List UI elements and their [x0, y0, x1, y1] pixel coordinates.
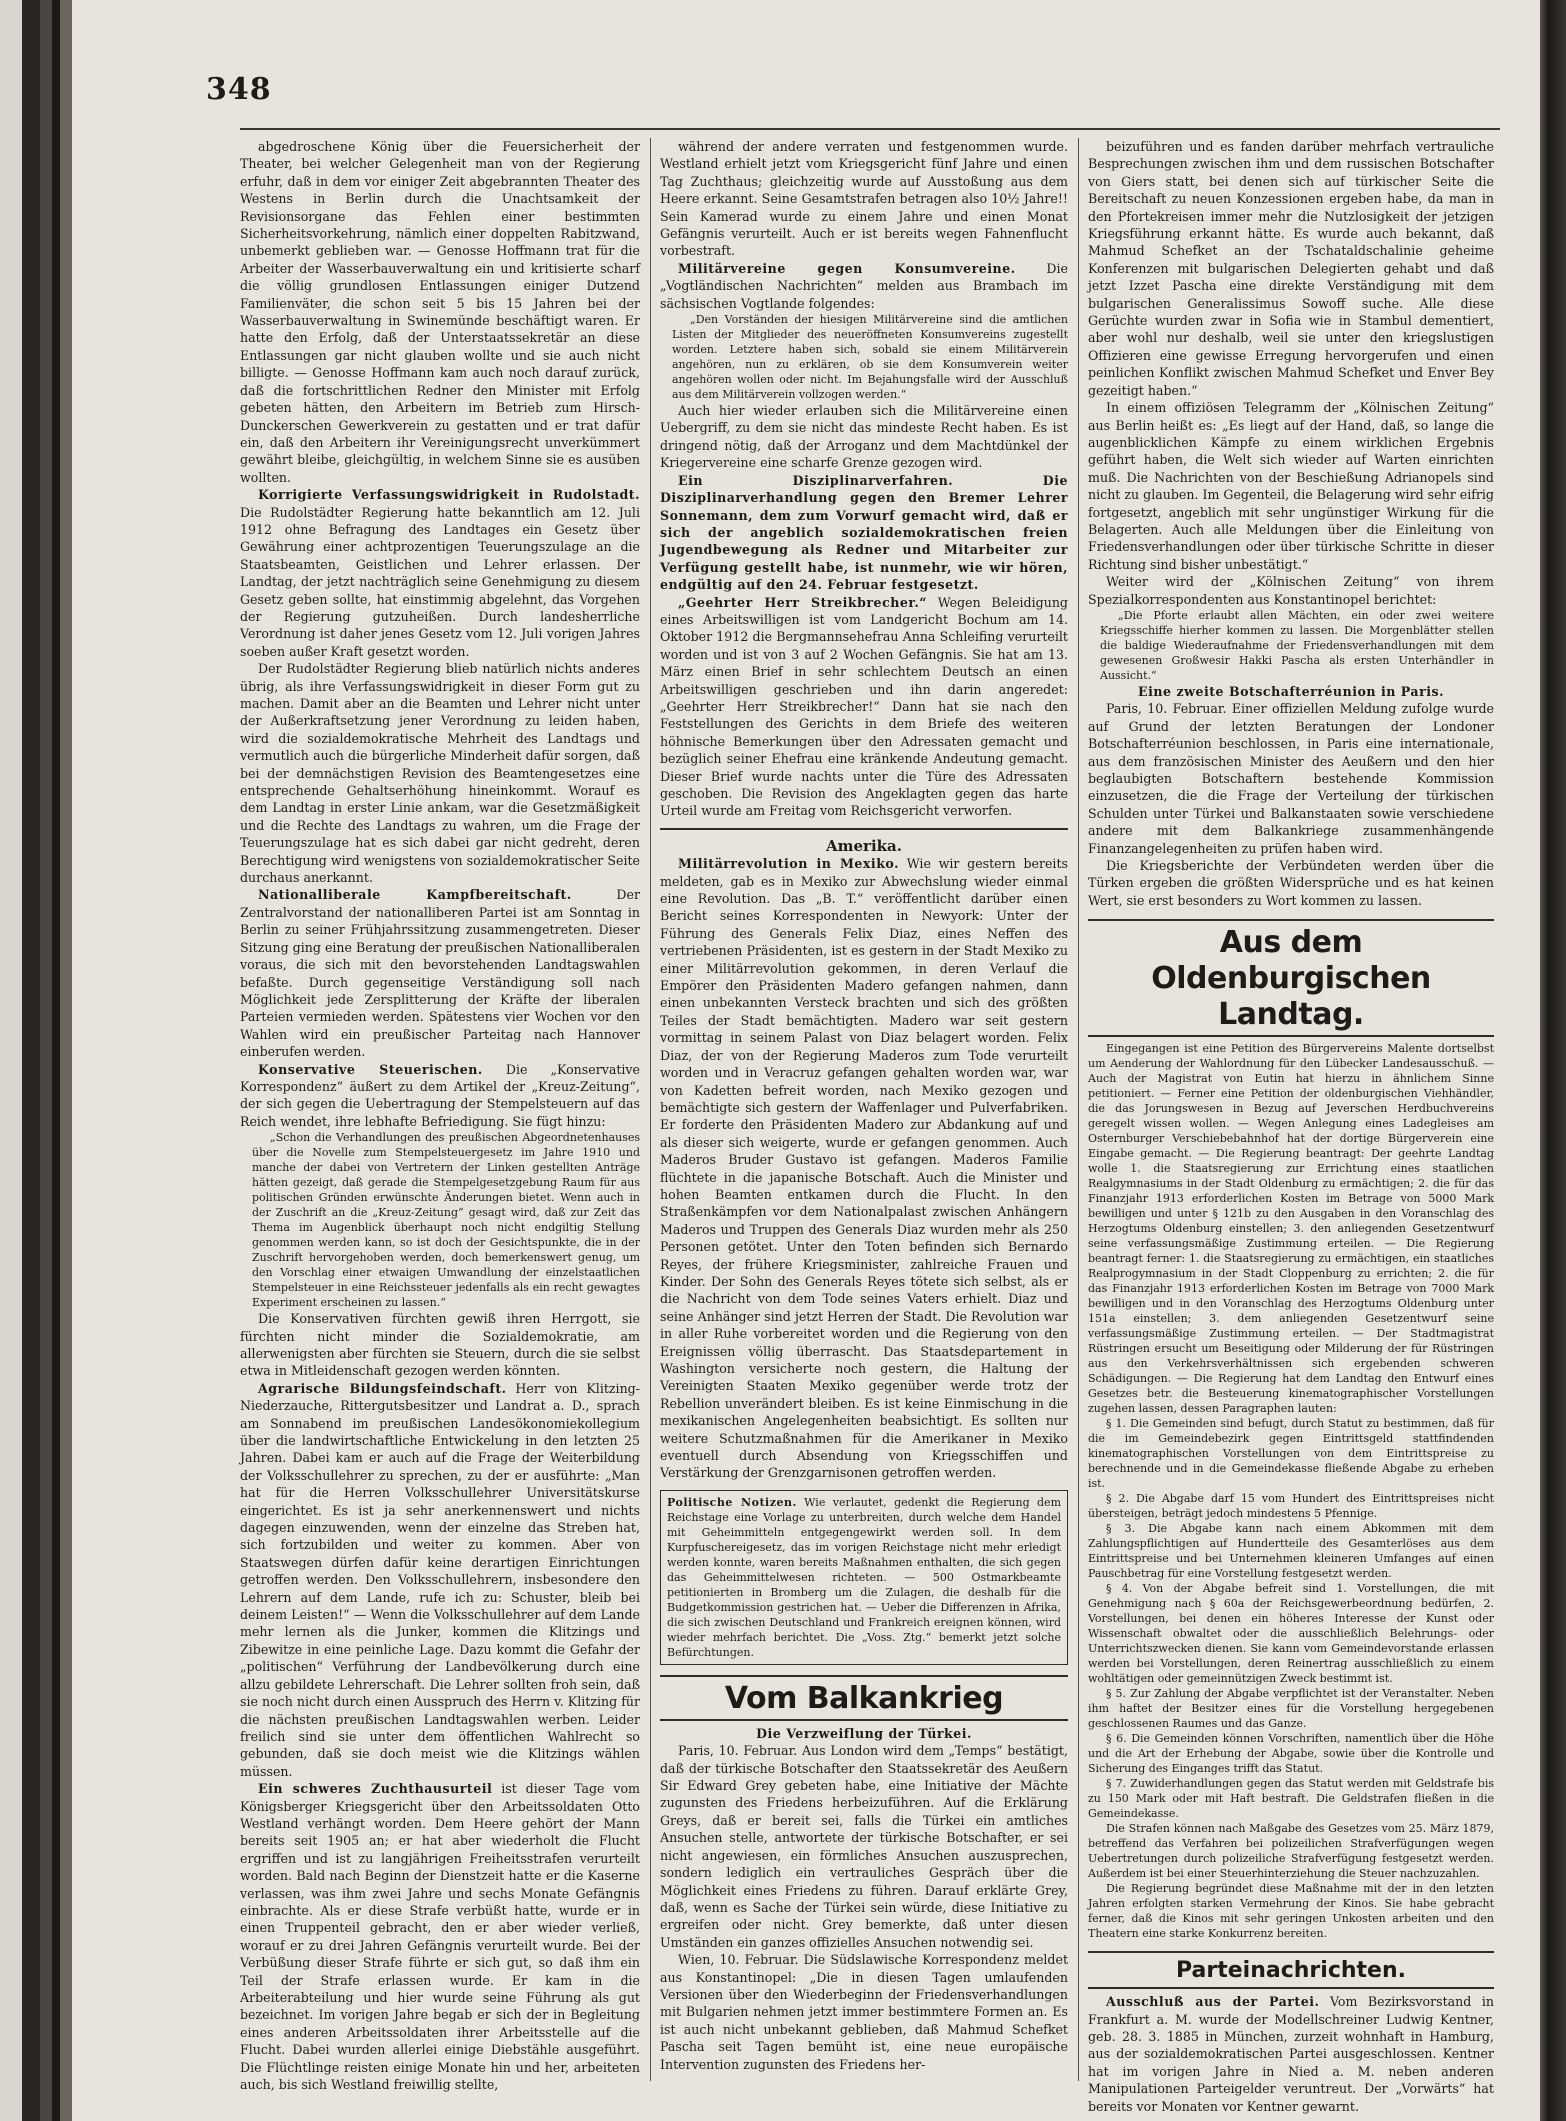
- quotation: [1100, 608, 1494, 683]
- article-paragraph: [1088, 138, 1494, 399]
- article-paragraph: [240, 486, 640, 660]
- article-text: abgedroschene König über die Feuersicherheit der Theater, bei welcher Gelegenheit man von der Regierung erfuhr, daß in dem vor einiger Zeit abgebrannten Theater des Westens in Berlin durch die Unachtsamkeit der Revisionsorgane das Fehlen einer bestimmten Sicherheitsvorkehrung, nämlich einer doppelten Rabitzwand, unbemerkt geblieben war. — Genosse Hoffmann trat für die Arbeiter der Wasserbauverwaltung ein und kritisierte scharf die völlig grundlosen Entlassungen einiger Dutzend Familienväter, die schon seit 5 bis 15 Jahren bei der Wasserbauverwaltung in Swinemünde beschäftigt waren. Er hatte den Erfolg, daß der Unterstaatssekretär an diese Entlassungen gar nicht glauben wollte und sie auch nicht billigte. — Genosse Hoffmann kam auch noch darauf zurück, daß die fortschrittlichen Redner den Minister mit Erfolg gebeten hätten, den Arbeitern im Betrieb zum Hirsch-Dunckerschen Gewerkverein zu gestatten und er trat dafür ein, daß den Arbeitern ihr Vereinigungsrecht unverkümmert gewährt bleibe, gleichgültig, in welchem Sinne sie es ausüben wollten.: [240, 139, 640, 485]
- article-paragraph: [1088, 399, 1494, 573]
- article-paragraph: [1088, 1521, 1494, 1581]
- article-text: Der Rudolstädter Regierung blieb natürlich nichts anderes übrig, als ihre Verfassungswidrigkeit in dieser Form gut zu machen. Damit aber an die Beamten und Lehrer nicht unter der Außerkraftsetzung jener Verordnung zu leiden haben, wird die sozialdemokratische Mehrheit des Landtags und vermutlich auch die bürgerliche Minderheit dafür sorgen, daß bei der demnächstigen Revision des Beamtengesetzes eine entsprechende Gehaltserhöhung hineinkommt. Worauf es dem Landtag in erster Linie ankam, war die Gesetzmäßigkeit und die Rechte des Landtags zu wahren, um die Frage der Teuerungszulage hat es sich dabei gar nicht gedreht, deren Berechtigung wird wenigstens von sozialdemokratischer Seite durchaus anerkannt.: [240, 661, 640, 886]
- column-divider: [650, 138, 651, 2081]
- article-paragraph: [1088, 1776, 1494, 1821]
- article-paragraph: [240, 1780, 640, 2093]
- article-paragraph: [240, 1380, 640, 1780]
- article-paragraph: [1088, 1731, 1494, 1776]
- section-title: Aus dem Oldenburgischen Landtag.: [1151, 925, 1431, 1033]
- section-heading: [1088, 1951, 1494, 1989]
- section-heading: [1088, 919, 1494, 1037]
- article-paragraph: [1088, 1821, 1494, 1881]
- notes-body: Wie verlautet, gedenkt die Regierung dem Reichstage eine Vorlage zu unterbreiten, durch welche dem Handel mit Geheimmitteln entgegengewirkt werden soll. In dem Kurpfuschereigesetz, das im vorigen Reichstage nicht mehr erledigt werden konnte, waren bereits Maßnahmen enthalten, die sich gegen das Geheimmittelwesen richteten. — 500 Ostmarkbeamte petitionierten in Bromberg um die Zulagen, die deshalb für die Budgetkommission gestrichen hat. — Ueber die Differenzen in Afrika, die sich zwischen Deutschland und Frankreich ereignen können, wird wieder mehrfach berichtet. Die „Voss. Ztg.“ bemerkt jetzt solche Befürchtungen.: [667, 1495, 1061, 1659]
- article-paragraph: [660, 594, 1068, 820]
- article-paragraph: [1088, 1416, 1494, 1491]
- article-text: § 7. Zuwiderhandlungen gegen das Statut werden mit Geldstrafe bis zu 150 Mark oder mit Haft bestraft. Die Geldstrafen fließen in die Gemeindekasse.: [1088, 1777, 1494, 1821]
- article-paragraph: [240, 1310, 640, 1380]
- article-text: „Schon die Verhandlungen des preußischen Abgeordnetenhauses über die Novelle zum Stempelsteuergesetz im Jahre 1910 und manche der dabei von Vertretern der Linken gestellten Anträge hätten gezeigt, daß gerade die Stempelgesetzgebung Raum für aus politischen Gründen erwünschte Änderungen bietet. Wenn auch in der Zuschrift an die „Kreuz-Zeitung“ gesagt wird, daß zur Zeit das Thema im Augenblick überhaupt noch nicht endgiltig Stellung genommen werden kann, so ist doch der Gesichtspunkte, die in der Zuschrift hervorgehoben werden, doch bemerkenswert genug, um den Vorschlag einer etwaigen Umwandlung der einzelstaatlichen Stempelsteuer in eine Reichssteuer jedenfalls als ein recht gewagtes Experiment erscheinen zu lassen.“: [252, 1131, 640, 1310]
- article-heading: Konservative Steuerischen.: [258, 1061, 483, 1077]
- article-heading: Agrarische Bildungsfeindschaft.: [258, 1380, 507, 1396]
- article-text: Auch hier wieder erlauben sich die Militärvereine einen Uebergriff, zu dem sie nicht das mindeste Recht haben. Es ist dringend nötig, daß der Arroganz und dem Machtdünkel der Kriegervereine eine scharfe Grenze gezogen wird.: [660, 403, 1068, 471]
- article-text: Vom Bezirksvorstand in Frankfurt a. M. wurde der Modellschreiner Ludwig Kentner, geb. 28. 3. 1885 in München, zurzeit wohnhaft in Hamburg, aus der sozialdemokratischen Partei ausgeschlossen. Kentner hat im vorigen Jahre in Nied a. M. neben anderen Manipulationen Parteigelder veruntreut. Der „Vorwärts“ hat bereits vor Monaten vor Kentner gewarnt.: [1088, 1994, 1494, 2114]
- article-paragraph: [660, 472, 1068, 594]
- article-paragraph: [1088, 1993, 1494, 2115]
- article-paragraph: [1088, 1881, 1494, 1941]
- article-text: Die Rudolstädter Regierung hatte bekanntlich am 12. Juli 1912 ohne Befragung des Landtages ein Gesetz über Gewährung einer achtprozentigen Teuerungszulage an die Staatsbeamten, Geistlichen und Lehrer erlassen. Der Landtag, der jetzt nachträglich seine Genehmigung zu diesem Gesetz geben sollte, hat einstimmig abgelehnt, das Vorgehen der Regierung gutzuheißen. Durch landesherrliche Verordnung ist daher jenes Gesetz vom 12. Juli vorigen Jahres soeben außer Kraft gesetzt worden.: [240, 504, 640, 659]
- article-text: Paris, 10. Februar. Aus London wird dem „Temps“ bestätigt, daß der türkische Botschafter den Staatssekretär des Aeußern Sir Edward Grey gebeten habe, eine Initiative der Mächte zugunsten des Friedens herbeizuführen. Auf die Erklärung Greys, daß er bereit sei, falls die Türkei ein amtliches Ansuchen stelle, antwortete der türkische Botschafter, er sei nicht angewiesen, ein förmliches Ansuchen auszusprechen, sondern lediglich ein vertrauliches Gespräch über die Möglichkeit eines Friedens zu führen. Darauf erklärte Grey, daß, wenn es Sache der Türkei sein würde, diese Initiative zu ergreifen oder nicht. Grey bemerkte, daß unter diesen Umständen ein ganzes offizielles Ansuchen notwendig sei.: [660, 1743, 1068, 1950]
- article-paragraph: [1088, 1491, 1494, 1521]
- article-text: „Die Pforte erlaubt allen Mächten, ein oder zwei weitere Kriegsschiffe hierher kommen zu lassen. Die Morgenblätter stellen die baldige Wiederaufnahme der Friedensverhandlungen mit dem gewesenen Großwesir Hakki Pascha als ersten Unterhändler in Aussicht.“: [1100, 608, 1494, 682]
- article-text: Wie wir gestern bereits meldeten, gab es in Mexiko zur Abwechslung wieder einmal eine Revolution. Das „B. T.“ veröffentlicht darüber einen Bericht seines Korrespondenten in Newyork: Unter der Führung des Generals Felix Diaz, eines Neffen des vertriebenen Präsidenten, ist es gestern in der Stadt Mexiko zu einer Militärrevolution gekommen, in deren Verlauf die Empörer den Präsidenten Madero gefangen nahmen, dann einen unbekannten Versteck brachten und sich des größten Teiles der Stadt bemächtigten. Madero war seit gestern vormittag in seinem Palast von Diaz belagert worden. Felix Diaz, der von der Regierung Maderos zum Tode verurteilt worden und in Veracruz gefangen gehalten worden war, war von Kadetten befreit worden, nach Mexiko gezogen und bemächtigte sich gestern der Waffenlager und Pulverfabriken. Er forderte den Präsidenten Madero zur Abdankung auf und als dieser sich weigerte, wurde er gefangen genommen. Auch Maderos Bruder Gustavo ist gefangen. Maderos Familie flüchtete in die japanische Botschaft. Auch die Minister und hohen Beamten entkamen durch die Flucht. In den Straßenkämpfen vor dem Nationalpalast zwischen Anhängern Maderos und Truppen des Generals Diaz wurden mehr als 250 Personen getötet. Unter den Toten befinden sich Bernardo Reyes, der frühere Kriegsminister, zahlreiche Frauen und Kinder. Der Sohn des Generals Reyes tötete sich selbst, als er die Nachricht von dem Tode seines Vaters erhielt. Diaz und seine Anhänger sind jetzt Herren der Stadt. Die Revolution war in aller Ruhe vorbereitet worden und die Regierung von den Ereignissen völlig überrascht. Das Staatsdepartement in Washington versicherte noch gestern, die Haltung der Vereinigten Staaten Mexiko gegenüber werde trotz der Rebellion unverändert bleiben. Es ist keine Einmischung in die mexikanischen Angelegenheiten beabsichtigt. Es sollten nur weitere Schutzmaßnahmen für die Amerikaner in Mexiko eventuell durch Absendung von Kriegsschiffen und Verstärkung der Grenzgarnisonen getroffen werden.: [660, 856, 1068, 1481]
- article-text: Die Regierung begründet diese Maßnahme mit der in den letzten Jahren erfolgten starken Vermehrung der Kinos. Sie habe gebracht ferner, daß die Kinos mit sehr geringen Unkosten arbeiten und den Theatern eine starke Konkurrenz bereiten.: [1088, 1882, 1494, 1941]
- quotation: [672, 312, 1068, 402]
- section-rule: [660, 828, 1068, 830]
- article-heading: „Geehrter Herr Streikbrecher.“: [678, 594, 928, 610]
- quotation: [252, 1130, 640, 1310]
- section-heading: [660, 1675, 1068, 1721]
- article-text: Die Konservativen fürchten gewiß ihren Herrgott, sie fürchten nicht minder die Sozialdemokratie, am allerwenigsten aber fürchten sie Steuern, durch die sie selbst etwa in Mitleidenschaft gezogen werden könnten.: [240, 1311, 640, 1379]
- article-text: Herr von Klitzing-Niederzauche, Rittergutsbesitzer und Landrat a. D., sprach am Sonnabend im preußischen Landesökonomiekollegium über die landwirtschaftliche Entwickelung in den letzten 25 Jahren. Dabei kam er auch auf die Frage der Weiterbildung der Volksschullehrer zu sprechen, zu der er ausführte: „Man hat für die Herren Volksschullehrer Universitätskurse eingerichtet. Es ist ja sehr anerkennenswert und nichts dagegen einzuwenden, wenn der einzelne das Streben hat, sich fortzubilden und weiter zu kommen. Aber von Staatswegen dürfen dafür keine derartigen Einrichtungen getroffen werden. Den Volksschullehrern, insbesondere den Lehrern auf dem Lande, rufe ich zu: Schuster, bleib bei deinem Leisten!“ — Wenn die Volksschullehrer auf dem Lande mehr lernen als die Junker, kommen die Klitzings und Zibewitze in eine peinliche Lage. Dazu kommt die Gefahr der „politischen“ Verführung der Landbevölkerung durch eine allzu gebildete Lehrerschaft. Die Lehrer sollten froh sein, daß sie noch nicht durch einen Ausspruch des Herrn v. Klitzing für die nächsten preußischen Landtagswahlen werben. Leider freilich sind sie unter dem öffentlichen Wahlrecht so gebunden, daß sie doch meist wie die Klitzings wählen müssen.: [240, 1380, 640, 1779]
- article-paragraph: [1088, 573, 1494, 608]
- article-heading: Nationalliberale Kampfbereitschaft.: [258, 887, 572, 903]
- article-heading: Ein schweres Zuchthausurteil: [258, 1781, 493, 1797]
- article-text: § 5. Zur Zahlung der Abgabe verpflichtet ist der Veranstalter. Neben ihm haftet der Besitzer eines für die Vorstellung hergegebenen geschlossenen Raumes und das Ganze.: [1088, 1687, 1494, 1731]
- article-heading: Militärvereine gegen Konsumvereine.: [678, 260, 1016, 276]
- article-text: § 2. Die Abgabe darf 15 vom Hundert des Eintrittspreises nicht übersteigen, beträgt jedoch mindestens 5 Pfennige.: [1088, 1492, 1494, 1521]
- article-text: beizuführen und es fanden darüber mehrfach vertrauliche Besprechungen zwischen ihm und dem russischen Botschafter von Giers statt, bei denen sich auf türkischer Seite die Bereitschaft zu neuen Konzessionen ergeben habe, da man in den Pfortekreisen immer mehr die Nutzlosigkeit der jetzigen Kriegsführung erkannt hätte. Es wurde auch bekannt, daß Mahmud Schefket an der Tschataldschalinie geheime Konferenzen mit bulgarischen Delegierten gehabt und daß jetzt Izzet Pascha eine direkte Verständigung mit dem bulgarischen Generalissimus Sowoff suche. Alle diese Gerüchte wurden zwar in Sofia wie in Stambul dementiert, aber wohl nur deshalb, weil sie unter den kriegslustigen Offizieren eine gewisse Erregung hervorgerufen und einen peinlichen Konflikt zwischen Mahmud Schefket und Enver Bey gezeitigt haben.“: [1088, 139, 1494, 398]
- article-paragraph: [1088, 857, 1494, 909]
- header-rule: [240, 128, 1500, 130]
- article-heading: Korrigierte Verfassungswidrigkeit in Rudolstadt.: [258, 487, 640, 503]
- book-binding: [0, 0, 72, 2121]
- article-paragraph: [1088, 700, 1494, 857]
- article-paragraph: [240, 886, 640, 1060]
- article-text: Die „Vogtländischen Nachrichten“ melden aus Brambach im sächsischen Vogtlande folgendes:: [660, 260, 1068, 311]
- article-text: „Den Vorständen der hiesigen Militärvereine sind die amtlichen Listen der Mitglieder des neueröffneten Konsumvereins zugestellt worden. Letztere haben sich, sobald sie einem Militärverein angehören, nun zu erklären, ob sie dem Konsumverein weiter angehören wollen oder nicht. Im Bejahungsfalle wird der Ausschluß aus dem Militärverein vollzogen werden.“: [672, 313, 1068, 402]
- notes-text: [667, 1495, 1061, 1660]
- article-text: § 6. Die Gemeinden können Vorschriften, namentlich über die Höhe und die Art der Erhebung der Abgabe, sowie über die Kontrolle und Sicherung des Einganges trifft das Statut.: [1088, 1732, 1494, 1776]
- article-text: Wien, 10. Februar. Die Südslawische Korrespondenz meldet aus Konstantinopel: „Die in diesen Tagen umlaufenden Versionen über den Wiederbeginn der Friedensverhandlungen mit Bulgarien nehmen jetzt immer bestimmtere Formen an. Es ist auch nicht unbekannt geblieben, daß Mahmud Schefket Pascha seit Tagen bemüht ist, eine neue europäische Intervention zugunsten des Friedens her-: [660, 1952, 1068, 2072]
- article-text: Eingegangen ist eine Petition des Bürgervereins Malente dortselbst um Aenderung der Wahlordnung für den Lübecker Landesausschuß. — Auch der Magistrat von Eutin hat hierzu in ähnlichem Sinne petitioniert. — Ferner eine Petition der oldenburgischen Viehhändler, die das Jorungswesen in Bezug auf Jeverschen Herdbuchvereins geregelt wissen wollen. — Wegen Anlegung eines Ladegleises am Osternburger Verschiebebahnhof hat der dortige Bürgerverein eine Eingabe gemacht. — Die Regierung beantragt: Der geehrte Landtag wolle 1. die Staatsregierung zur Errichtung eines staatlichen Realgymnasiums in der Stadt Oldenburg zu ermächtigen; 2. die für das Finanzjahr 1913 erforderlichen Kosten im Betrage von 5000 Mark bewilligen und unter § 121b zu den Ausgaben in den Voranschlag des Herzogtums Oldenburg einstellen; 3. den anliegenden Gesetzentwurf seine verfassungsmäßige Zustimmung erteilen. — Die Regierung beantragt ferner: 1. die Staatsregierung zu ermächtigen, ein staatliches Realprogymnasium in der Stadt Cloppenburg zu errichten; 2. die für das Finanzjahr 1913 erforderlichen Kosten im Betrage von 7000 Mark bewilligen und in den Voranschlag des Herzogtums Oldenburg unter 151a einstellen; 3. dem anliegenden Gesetzentwurf seine verfassungsmäßige Zustimmung erteilen. — Der Stadtmagistrat Rüstringen ersucht um Beseitigung oder Milderung der für Rüstringen aus den Verkehrsverhältnissen sich ergebenden schweren Schädigungen. — Die Regierung hat dem Landtag den Entwurf eines Gesetzes betr. die Besteuerung kinematographischer Vorstellungen zugehen lassen, dessen Paragraphen lauten:: [1088, 1042, 1494, 1416]
- article-text: Wegen Beleidigung eines Arbeitswilligen ist vom Landgericht Bochum am 14. Oktober 1912 die Bergmannsehefrau Anna Schleifing verurteilt worden und ist von 3 auf 2 Wochen Gefängnis. Sie hat am 13. März einen Brief in sehr schlechtem Deutsch an einen Arbeitswilligen geschrieben und ihn darin angeredet: „Geehrter Herr Streikbrecher!“ Dann hat sie nach den Feststellungen des Gerichts in dem Briefe des weiteren höhnische Bemerkungen über den Adressaten gemacht und bezüglich seiner Ehefrau eine kränkende Andeutung gemacht. Dieser Brief wurde nachts unter die Türe des Adressaten geschoben. Die Revision des Angeklagten gegen das harte Urteil wurde am Freitag vom Reichsgericht verworfen.: [660, 594, 1068, 819]
- article-paragraph: [240, 660, 640, 886]
- article-paragraph: [1088, 1041, 1494, 1416]
- article-paragraph: [240, 1061, 640, 1131]
- notes-heading: Politische Notizen.: [667, 1495, 797, 1509]
- article-text: Die Strafen können nach Maßgabe des Gesetzes vom 25. März 1879, betreffend das Verfahren bei polizeilichen Strafverfügungen wegen Uebertretungen durch polizeiliche Strafverfügung festgesetzt werden. Außerdem ist bei einer Steuerhinterziehung die Steuer nachzuzahlen.: [1088, 1822, 1494, 1881]
- article-text: Die „Konservative Korrespondenz“ äußert zu dem Artikel der „Kreuz-Zeitung“, der sich gegen die Uebertragung der Stempelsteuern auf das Reich wendet, ihre lebhafte Befriedigung. Sie fügt hinzu:: [240, 1061, 640, 1129]
- column-divider: [1078, 138, 1079, 2081]
- column-1: [240, 138, 640, 2093]
- article-text: In einem offiziösen Telegramm der „Kölnischen Zeitung“ aus Berlin heißt es: „Es liegt auf der Hand, daß, so lange die augenblicklichen Kämpfe zu einem wirklichen Ergebnis geführt haben, die Welt sich wieder auf Warten einrichten muß. Die Nachrichten von der Beschießung Adrianopels sind nicht zu glauben. Im Gegenteil, die Belagerung wird sehr eifrig fortgesetzt, angeblich mit sehr ungünstiger Wirkung für die Belagerten. Auch alle Meldungen über die Einleitung von Friedensverhandlungen oder über türkische Schritte in dieser Richtung sind bisher unbestätigt.“: [1088, 400, 1494, 572]
- article-heading: Ausschluß aus der Partei.: [1106, 1994, 1320, 2010]
- article-text: Weiter wird der „Kölnischen Zeitung“ von ihrem Spezialkorrespondenten aus Konstantinopel berichtet:: [1088, 574, 1494, 607]
- region-heading: Amerika.: [826, 836, 902, 855]
- subheading: Die Verzweiflung der Türkei.: [756, 1725, 972, 1741]
- section-title: Vom Balkankrieg: [724, 1680, 1004, 1716]
- article-text: ist dieser Tage vom Königsberger Kriegsgericht über den Arbeitssoldaten Otto Westland verhängt worden. Dem Heere gehört der Mann bereits seit 1905 an; er hat aber wiederholt die Flucht ergriffen und ist zu langjährigen Freiheitsstrafen verurteilt worden. Bald nach Beginn der Dienstzeit hatte er die Kaserne verlassen, was ihm zwei Jahre und sechs Monate Gefängnis einbrachte. Als er diese Strafe verbüßt hatte, wurde er in einen Truppenteil gebracht, den er aber wieder verließ, worauf er zu drei Jahren Gefängnis verurteilt wurde. Bei der Verbüßung dieser Strafe führte er sich gut, so daß ihm ein Teil der Strafe erlassen wurde. Er kam in die Arbeiterabteilung und hier wurde seine Führung als gut bezeichnet. Im vorigen Jahre begab er sich der in Begleitung eines anderen Arbeitssoldaten ihrer Arbeitsstelle auf die Flucht. Dabei wurden allerlei einige Diebstähle ausgeführt. Die Flüchtlinge reisten einige Monate hin und her, arbeiteten auch, bis sich Westland freiwillig stellte,: [240, 1781, 640, 2093]
- article-paragraph: [660, 1742, 1068, 1951]
- page-edge: [1540, 0, 1566, 2121]
- article-text: Der Zentralvorstand der nationalliberen Partei ist am Sonntag in Berlin zu seiner Frühjahrssitzung zusammengetreten. Dieser Sitzung ging eine Beratung der preußischen Nationalliberalen voraus, die sich mit den bevorstehenden Landtagswahlen befaßte. Durch gegenseitige Verständigung soll nach Möglichkeit jede Zersplitterung der Kräfte der liberalen Parteien vermieden werden. Spätestens vier Wochen vor den Wahlen wird ein preußischer Parteitag nach Hannover einberufen werden.: [240, 887, 640, 1060]
- article-text: während der andere verraten und festgenommen wurde. Westland erhielt jetzt vom Kriegsgericht fünf Jahre und einen Tag Zuchthaus; gleichzeitig wurde auf Ausstoßung aus dem Heere erkannt. Seine Gesamtstrafen betragen also 10½ Jahre!! Sein Kamerad wurde zu einem Jahre und einen Monat Gefängnis verurteilt. Auch er ist bereits wegen Fahnenflucht vorbestraft.: [660, 139, 1068, 259]
- political-notes-box: [660, 1490, 1068, 1665]
- column-2: [660, 138, 1068, 2081]
- article-text: Paris, 10. Februar. Einer offiziellen Meldung zufolge wurde auf Grund der letzten Beratungen der Londoner Botschafterréunion beschlossen, in Paris eine internationale, aus dem französischen Minister des Aeußern und den hier beglaubigten Botschaftern bestehende Kommission einzusetzen, die die Frage der Verteilung der türkischen Schulden unter Türkei und Balkanstaaten sowie verschiedene andere mit dem Balkankriege zusammenhängende Finanzangelegenheiten zu prüfen haben wird.: [1088, 701, 1494, 856]
- article-text: § 3. Die Abgabe kann nach einem Abkommen mit dem Zahlungspflichtigen auf Hundertteile des Gesamterlöses aus dem Eintrittspreise und bei Unternehmen kleineren Umfanges auf einen Pauschbetrag für eine Vorstellung festgesetzt werden.: [1088, 1522, 1494, 1581]
- article-text: Die Kriegsberichte der Verbündeten werden über die Türken ergeben die größten Widersprüche und es hat keinen Wert, sie erst besonders zu Wort kommen zu lassen.: [1088, 858, 1494, 908]
- subheading: Eine zweite Botschafterréunion in Paris.: [1138, 683, 1444, 699]
- page-number: 348: [206, 72, 272, 107]
- article-paragraph: [660, 260, 1068, 312]
- article-paragraph: [660, 1951, 1068, 2073]
- article-paragraph: [660, 402, 1068, 472]
- article-text: Die Disziplinarverhandlung gegen den Bremer Lehrer Sonnemann, dem zum Vorwurf gemacht wird, daß er sich der angeblich sozialdemokratischen freien Jugendbewegung als Redner und Mitarbeiter zur Verfügung gestellt habe, ist nunmehr, wie wir hören, endgültig auf den 24. Februar festgesetzt.: [660, 472, 1069, 593]
- article-paragraph: [240, 138, 640, 486]
- article-paragraph: [660, 138, 1068, 260]
- article-heading: Militärrevolution in Mexiko.: [678, 856, 899, 872]
- section-title: Parteinachrichten.: [1176, 1958, 1406, 1984]
- article-paragraph: [660, 855, 1068, 1482]
- column-3: [1088, 138, 1494, 2114]
- article-paragraph: [1088, 1581, 1494, 1686]
- article-text: § 1. Die Gemeinden sind befugt, durch Statut zu bestimmen, daß für die im Gemeindebezirk gegen Eintrittsgeld stattfindenden kinematographischen Vorstellungen von dem Eintrittspreise zu berechnende und in die Gemeindekasse fließende Abgabe zu erheben ist.: [1088, 1417, 1494, 1491]
- article-paragraph: [1088, 1686, 1494, 1731]
- article-heading: Ein Disziplinarverfahren.: [678, 472, 954, 488]
- article-text: § 4. Von der Abgabe befreit sind 1. Vorstellungen, die mit Genehmigung nach § 60a der Reichsgewerbeordnung bedürfen, 2. Vorstellungen, bei denen ein höheres Interesse der Kunst oder Wissenschaft obwaltet oder die ausschließlich Belehrungs- oder Unterrichtszwecken dienen. Sie kann vom Gemeindevorstande erlassen werden bei Vorstellungen, deren Reinertrag ausschließlich zu einem wohltätigen oder gemeinnützigen Zweck bestimmt ist.: [1088, 1582, 1494, 1686]
